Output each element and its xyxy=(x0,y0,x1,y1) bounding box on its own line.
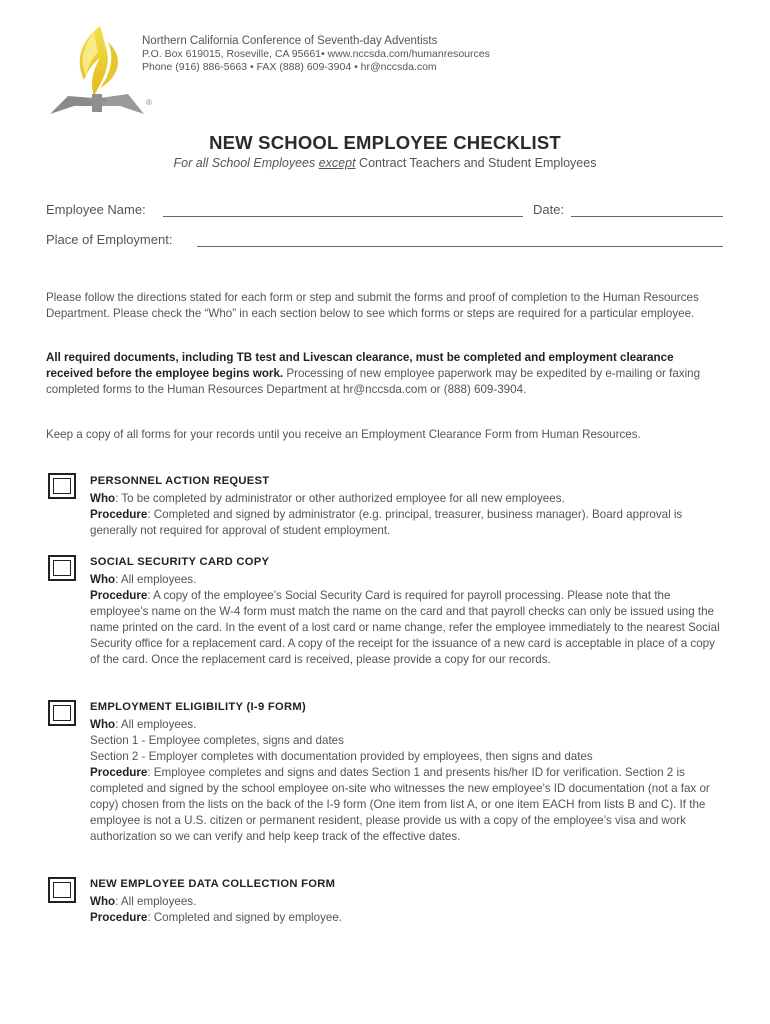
place-of-employment-field[interactable] xyxy=(197,246,723,247)
sda-logo-icon xyxy=(48,22,152,122)
org-address: P.O. Box 619015, Roseville, CA 95661• www.nccsda.com/humanresources xyxy=(142,48,490,60)
data-collection-checkbox[interactable] xyxy=(48,877,76,903)
page-subtitle xyxy=(0,156,770,170)
section-line-1: Section 1 - Employee completes, signs and dates xyxy=(90,734,344,747)
intro-paragraph-2-rest: Processing of new employee paperwork may be expedited by e-mailing or faxing completed forms to the Human Resources Department at hr@nccsda.com or (888) 609-3904. xyxy=(46,367,701,396)
section-heading: SOCIAL SECURITY CARD COPY xyxy=(90,556,270,568)
date-label: Date: xyxy=(533,202,565,217)
personnel-action-checkbox[interactable] xyxy=(48,473,76,499)
social-security-checkbox[interactable] xyxy=(48,555,76,581)
employee-name-label: Employee Name: xyxy=(46,202,146,217)
subtitle-emphasis: except xyxy=(318,156,356,170)
registered-mark: ® xyxy=(146,98,152,107)
section-data-collection xyxy=(90,876,726,926)
section-who: Who: All employees. xyxy=(90,718,197,731)
section-line-2: Section 2 - Employer completes with documentation provided by employees, then signs and dates xyxy=(90,750,593,763)
section-procedure: Procedure: A copy of the employee’s Social Security Card is required for payroll processing. Please note that the employee’s name on the W-4 form must match the name on the card and that payroll checks can only be issued using the name printed on the card. In the event of a lost card or name change, refer the employee immediately to the nearest Social Security office for a replacement card. A copy of the receipt for the issuance of a new card is acceptable in place of a copy of the card. Once the replacement card is received, please provide a copy for our records. xyxy=(90,589,720,666)
org-contact: Phone (916) 886-5663 • FAX (888) 609-3904 • hr@nccsda.com xyxy=(142,61,437,73)
section-employment-eligibility xyxy=(90,699,726,845)
employment-eligibility-checkbox[interactable] xyxy=(48,700,76,726)
page-title: NEW SCHOOL EMPLOYEE CHECKLIST xyxy=(209,132,561,153)
section-procedure: Procedure: Employee completes and signs and dates Section 1 and presents his/her ID for verification. Section 2 is completed and signed by the school employee on-site who witnesses the new employee’s ID documentation (not a fax or copy) chosen from the lists on the back of the I-9 form (One item from list A, or one item EACH from lists B and C). If the employee is not a U.S. citizen or permanent resident, please provide us with a copy of the employee’s visa and work authorization so we can verify and help keep track of the effective dates. xyxy=(90,766,710,843)
section-personnel-action xyxy=(90,473,726,539)
subtitle-suffix: Contract Teachers and Student Employees xyxy=(355,156,597,170)
org-name: Northern California Conference of Seventh-day Adventists xyxy=(142,35,438,47)
place-of-employment-label: Place of Employment: xyxy=(46,232,173,247)
intro-paragraph-1: Please follow the directions stated for each form or step and submit the forms and proof of completion to the Human Resources Department. Please check the “Who” in each section below to see which forms or steps are required for a particular employee. xyxy=(46,291,699,320)
section-social-security xyxy=(90,554,726,668)
section-who: Who: All employees. xyxy=(90,895,197,908)
section-heading: PERSONNEL ACTION REQUEST xyxy=(90,475,270,487)
employee-name-field[interactable] xyxy=(163,216,523,217)
intro-paragraph-3: Keep a copy of all forms for your records until you receive an Employment Clearance Form from Human Resources. xyxy=(46,428,641,441)
date-field[interactable] xyxy=(571,216,723,217)
section-heading: NEW EMPLOYEE DATA COLLECTION FORM xyxy=(90,878,336,890)
subtitle-prefix: For all School Employees xyxy=(173,156,319,170)
org-header xyxy=(142,35,490,74)
section-who: Who: All employees. xyxy=(90,573,197,586)
section-who: Who: To be completed by administrator or other authorized employee for all new employees. xyxy=(90,492,565,505)
section-heading: EMPLOYMENT ELIGIBILITY (I-9 FORM) xyxy=(90,701,307,713)
intro-paragraph-2 xyxy=(46,350,722,398)
intro-paragraph-2-bold: All required documents, including TB test and Livescan clearance, must be completed and employment clearance received before the employee begins work. xyxy=(46,351,674,380)
section-procedure: Procedure: Completed and signed by employee. xyxy=(90,911,342,924)
section-procedure: Procedure: Completed and signed by administrator (e.g. principal, treasurer, business manager). Board approval is generally not required for approval of student employment. xyxy=(90,508,683,537)
